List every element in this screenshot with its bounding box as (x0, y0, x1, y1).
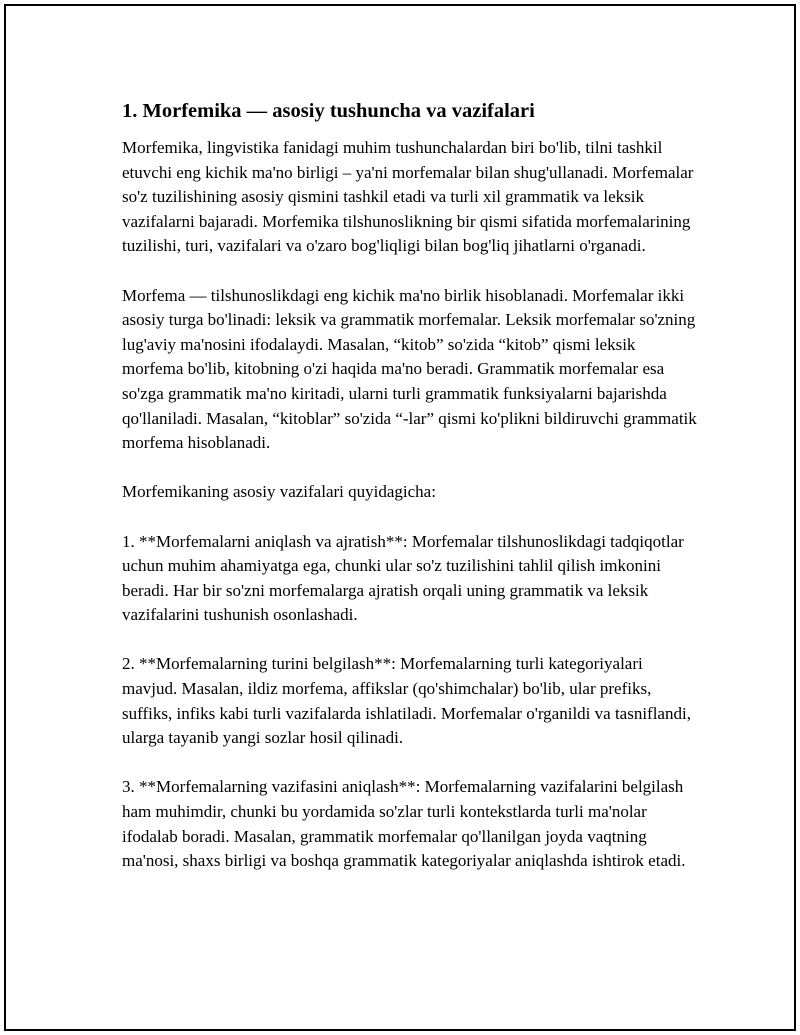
list-item-task-2: 2. **Morfemalarning turini belgilash**: Morfemalarning turli kategoriyalari mavjud. Masalan, ildiz morfema, affikslar (qo'shimchalar) bo'lib, ular prefiks, suffiks, infiks kabi turli vazifalarda ishlatiladi. Morfemalar o'rganildi va tasniflandi, ularga tayanib yangi sozlar hosil qilinadi. (122, 654, 691, 748)
list-item-task-1: 1. **Morfemalarni aniqlash va ajratish**: Morfemalar tilshunoslikdagi tadqiqotlar uchun muhim ahamiyatga ega, chunki ular so'z tuzilishini tahlil qilish imkonini beradi. Har bir so'zni morfemalarga ajratish orqali uning grammatik va leksik vazifalarini tushunish osonlashadi. (122, 531, 684, 625)
document-heading: 1. Morfemika — asosiy tushuncha va vazifalari (122, 100, 535, 122)
paragraph-morfema-definition: Morfema — tilshunoslikdagi eng kichik ma'no birlik hisoblanadi. Morfemalar ikki asosiy turga bo'linadi: leksik va grammatik morfemalar. Leksik morfemalar so'zning lug'aviy ma'nosini ifodalaydi. Masalan, “kitob” so'zida “kitob” qismi leksik morfema bo'lib, kitobning o'zi haqida ma'no beradi. Grammatik morfemalar esa so'zga grammatik ma'no kiritadi, ularni turli grammatik funksiyalarni bajarishda qo'llaniladi. Masalan, “kitoblar” so'zida “-lar” qismi ko'plikni bildiruvchi grammatik morfema hisoblanadi. (122, 285, 697, 453)
paragraph-tasks-intro: Morfemikaning asosiy vazifalari quyidagicha: (122, 482, 436, 502)
document-body (122, 98, 697, 898)
page-border (4, 4, 796, 1031)
paragraph-intro: Morfemika, lingvistika fanidagi muhim tushunchalardan biri bo'lib, tilni tashkil etuvchi eng kichik ma'no birligi – ya'ni morfemalar bilan shug'ullanadi. Morfemalar so'z tuzilishining asosiy qismini tashkil etadi va turli xil grammatik va leksik vazifalarni bajaradi. Morfemika tilshunoslikning bir qismi sifatida morfemalarining tuzilishi, turi, vazifalari va o'zaro bog'liqligi bilan bog'liq jihatlarni o'rganadi. (122, 138, 694, 256)
list-item-task-3: 3. **Morfemalarning vazifasini aniqlash**: Morfemalarning vazifalarini belgilash ham muhimdir, chunki bu yordamida so'zlar turli kontekstlarda turli ma'nolar ifodalab boradi. Masalan, grammatik morfemalar qo'llanilgan joyda vaqtning ma'nosi, shaxs birligi va boshqa grammatik kategoriyalar aniqlashda ishtirok etadi. (122, 777, 686, 871)
